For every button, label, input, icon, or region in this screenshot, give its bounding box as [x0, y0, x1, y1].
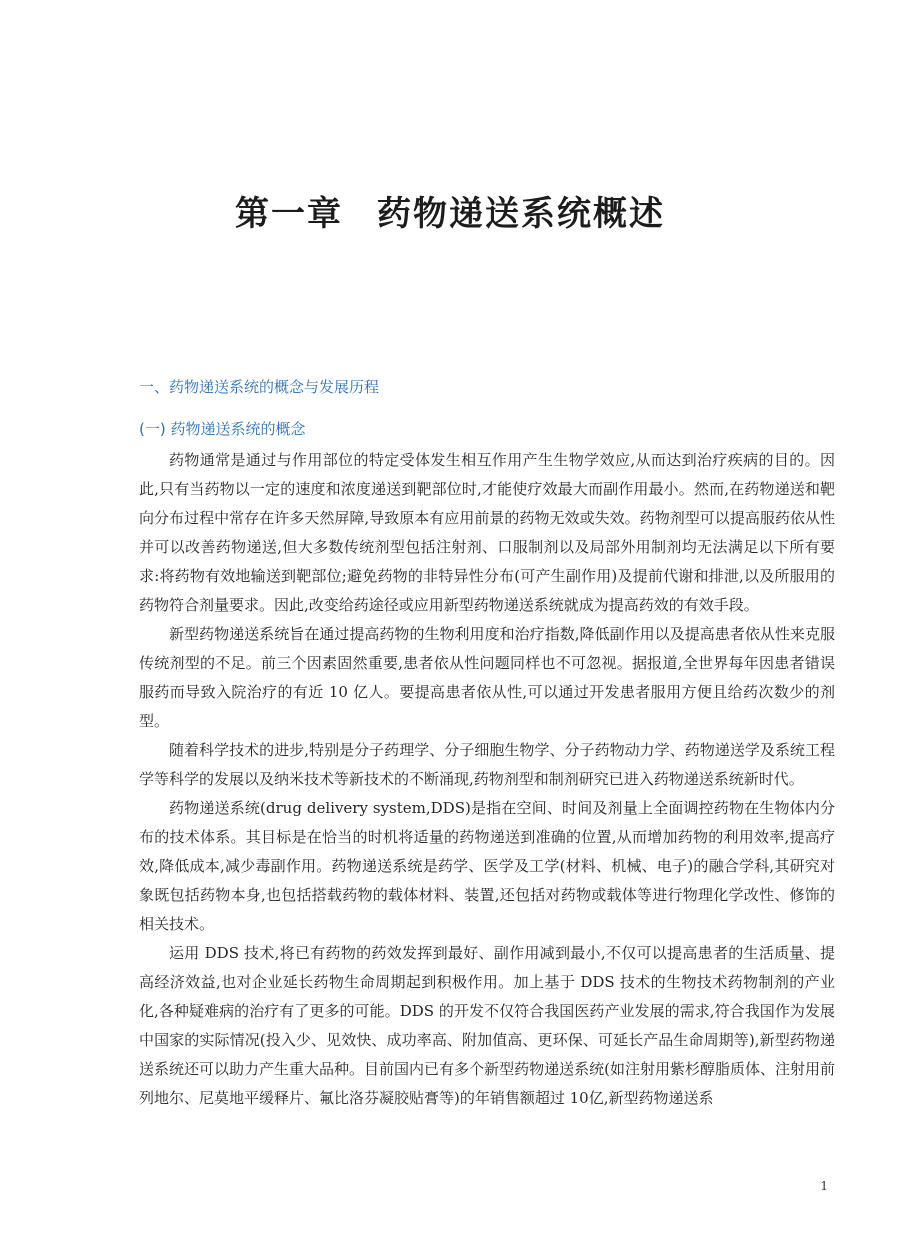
- subsection-heading: (一) 药物递送系统的概念: [139, 420, 306, 438]
- chapter-title: [0, 186, 900, 235]
- section-heading: 一、药物递送系统的概念与发展历程: [139, 378, 380, 396]
- chapter-number: 第一章: [235, 194, 343, 234]
- page-number: 1: [820, 1179, 828, 1193]
- body-text: [139, 446, 835, 1113]
- paragraph-5: 运用 DDS 技术,将已有药物的药效发挥到最好、副作用减到最小,不仅可以提高患者的生活质量、提高经济效益,也对企业延长药物生命周期起到积极作用。加上基于 DDS 技术的生物技术药物制剂的产业化,各种疑难病的治疗有了更多的可能。DDS 的开发不仅符合我国医药产业发展的需求,符合我国作为发展中国家的实际情况(投入少、见效快、成功率高、附加值高、更环保、可延长产品生命周期等),新型药物递送系统还可以助力产生重大品种。目前国内已有多个新型药物递送系统(如注射用紫杉醇脂质体、注射用前列地尔、尼莫地平缓释片、氟比洛芬凝胶贴膏等)的年销售额超过 10亿,新型药物递送系: [139, 944, 835, 1107]
- chapter-title-text: 药物递送系统概述: [377, 194, 665, 234]
- paragraph-4: 药物递送系统(drug delivery system,DDS)是指在空间、时间及剂量上全面调控药物在生物体内分布的技术体系。其目标是在恰当的时机将适量的药物递送到准确的位置,从而增加药物的利用效率,提高疗效,降低成本,减少毒副作用。药物递送系统是药学、医学及工学(材料、机械、电子)的融合学科,其研究对象既包括药物本身,也包括搭载药物的载体材料、装置,还包括对药物或载体等进行物理化学改性、修饰的相关技术。: [139, 799, 835, 933]
- paragraph-1: 药物通常是通过与作用部位的特定受体发生相互作用产生生物学效应,从而达到治疗疾病的目的。因此,只有当药物以一定的速度和浓度递送到靶部位时,才能使疗效最大而副作用最小。然而,在药物递送和靶向分布过程中常存在许多天然屏障,导致原本有应用前景的药物无效或失效。药物剂型可以提高服药依从性并可以改善药物递送,但大多数传统剂型包括注射剂、口服制剂以及局部外用制剂均无法满足以下所有要求:将药物有效地输送到靶部位;避免药物的非特异性分布(可产生副作用)及提前代谢和排泄,以及所服用的药物符合剂量要求。因此,改变给药途径或应用新型药物递送系统就成为提高药效的有效手段。: [139, 451, 835, 614]
- paragraph-3: 随着科学技术的进步,特别是分子药理学、分子细胞生物学、分子药物动力学、药物递送学及系统工程学等科学的发展以及纳米技术等新技术的不断涌现,药物剂型和制剂研究已进入药物递送系统新时代。: [139, 741, 835, 788]
- paragraph-2: 新型药物递送系统旨在通过提高药物的生物利用度和治疗指数,降低副作用以及提高患者依从性来克服传统剂型的不足。前三个因素固然重要,患者依从性问题同样也不可忽视。据报道,全世界每年因患者错误服药而导致入院治疗的有近 10 亿人。要提高患者依从性,可以通过开发患者服用方便且给药次数少的剂型。: [139, 625, 835, 730]
